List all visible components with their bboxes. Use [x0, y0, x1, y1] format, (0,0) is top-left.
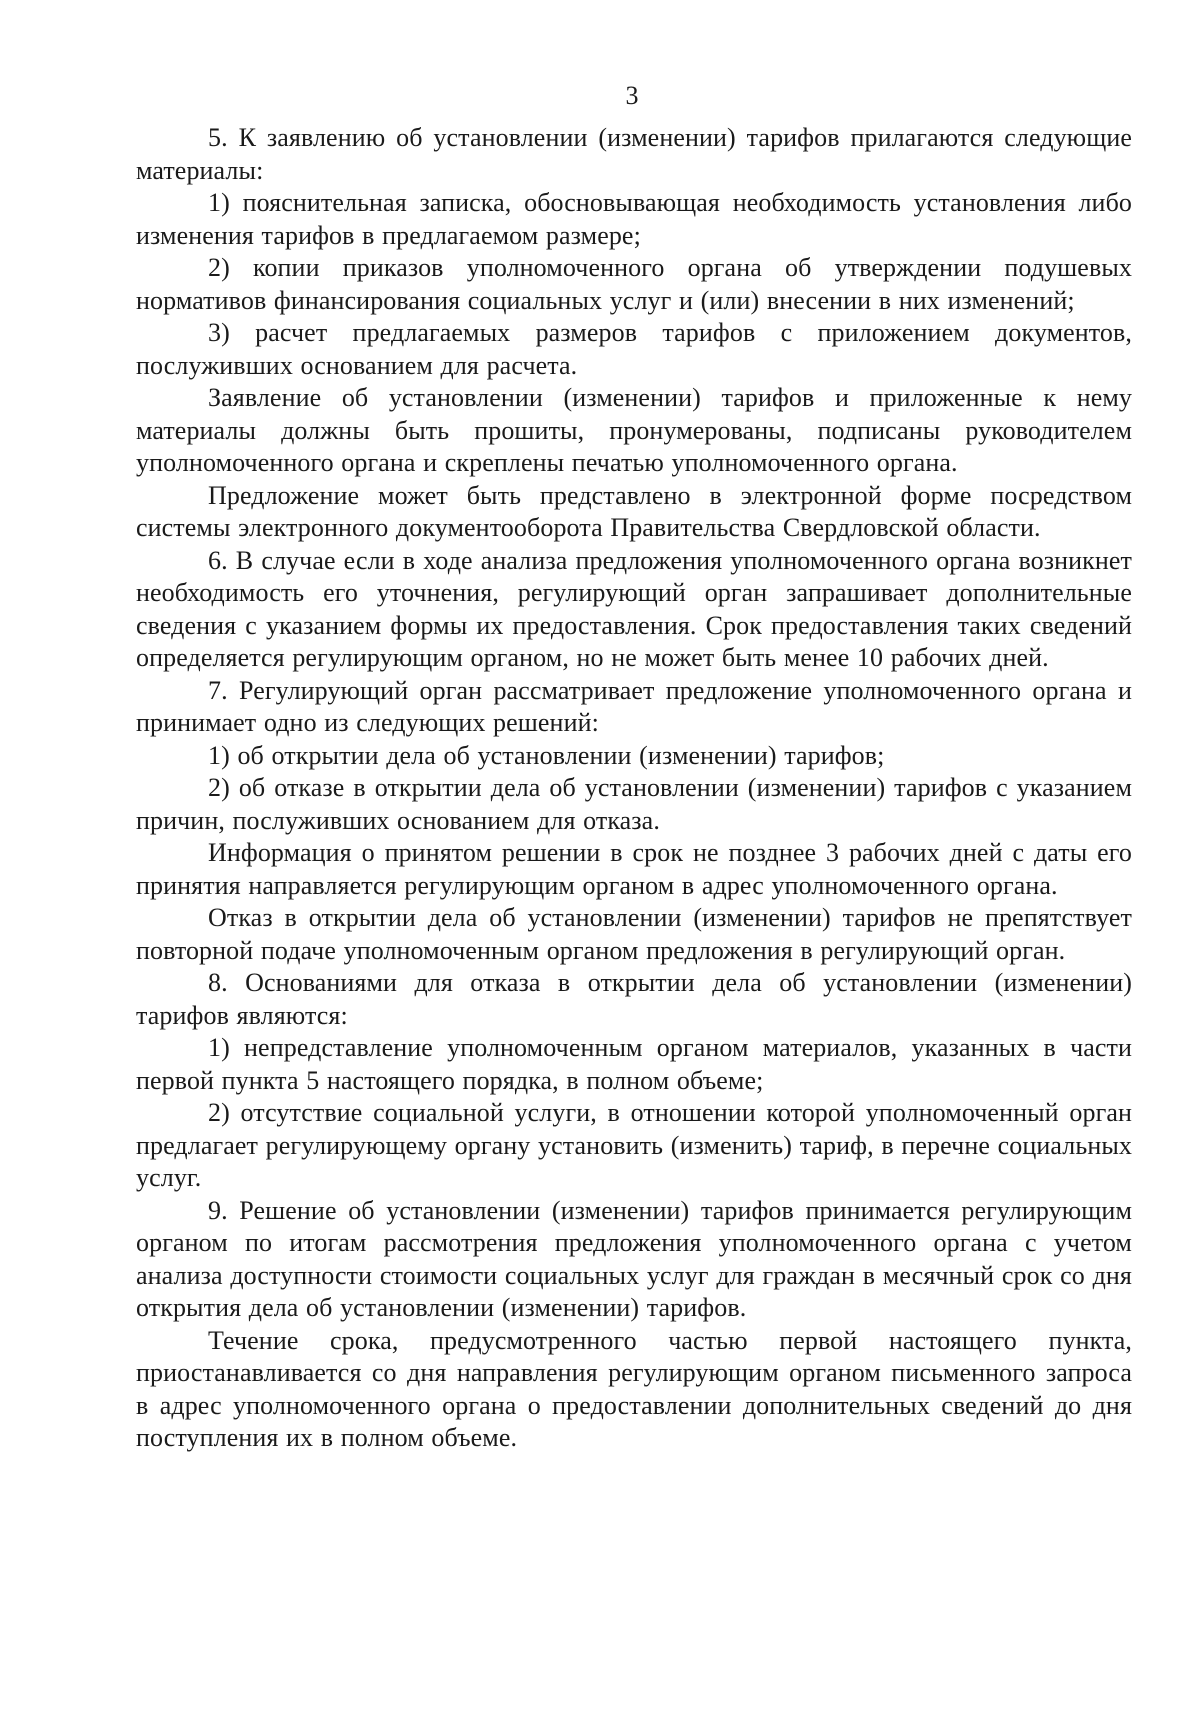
paragraph-item-8-2: 2) отсутствие социальной услуги, в отношении которой уполномоченный орган предлагает регулирующему органу установить (изменить) тариф, в перечне социальных услуг. — [136, 1098, 1132, 1192]
paragraph-application-requirements: Заявление об установлении (изменении) тарифов и приложенные к нему материалы должны быть прошиты, пронумерованы, подписаны руководителем уполномоченного органа и скреплены печатью уполномоченного органа. — [136, 383, 1132, 477]
paragraph-term-suspension: Течение срока, предусмотренного частью первой настоящего пункта, приостанавливается со дня направления регулирующим органом письменного запроса в адрес уполномоченного органа о предоставлении дополнительных сведений до дня поступления их в полном объеме. — [136, 1325, 1132, 1452]
paragraph-item-8-1: 1) непредставление уполномоченным органом материалов, указанных в части первой пункта 5 настоящего порядка, в полном объеме; — [136, 1033, 1132, 1095]
paragraph-item-7-2: 2) об отказе в открытии дела об установлении (изменении) тарифов с указанием причин, послуживших основанием для отказа. — [136, 773, 1132, 835]
paragraph-item-7-1: 1) об открытии дела об установлении (изменении) тарифов; — [208, 740, 885, 770]
paragraph-item-5-2: 2) копии приказов уполномоченного органа об утверждении подушевых нормативов финансирования социальных услуг и (или) внесении в них изменений; — [136, 253, 1132, 315]
document-body — [136, 122, 1132, 1455]
paragraph-item-7: 7. Регулирующий орган рассматривает предложение уполномоченного органа и принимает одно из следующих решений: — [136, 675, 1132, 737]
paragraph-decision-info: Информация о принятом решении в срок не позднее 3 рабочих дней с даты его принятия направляется регулирующим органом в адрес уполномоченного органа. — [136, 838, 1132, 900]
paragraph-item-5-3: 3) расчет предлагаемых размеров тарифов с приложением документов, послуживших основанием для расчета. — [136, 318, 1132, 380]
paragraph-item-9: 9. Решение об установлении (изменении) тарифов принимается регулирующим органом по итогам рассмотрения предложения уполномоченного органа с учетом анализа доступности стоимости социальных услуг для граждан в месячный срок со дня открытия дела об установлении (изменении) тарифов. — [136, 1195, 1132, 1322]
paragraph-item-5: 5. К заявлению об установлении (изменении) тарифов прилагаются следующие материалы: — [136, 123, 1132, 185]
page-number: 3 — [625, 81, 639, 110]
paragraph-refusal: Отказ в открытии дела об установлении (изменении) тарифов не препятствует повторной подаче уполномоченным органом предложения в регулирующий орган. — [136, 903, 1132, 965]
paragraph-item-5-1: 1) пояснительная записка, обосновывающая необходимость установления либо изменения тарифов в предлагаемом размере; — [136, 188, 1132, 250]
paragraph-item-8: 8. Основаниями для отказа в открытии дела об установлении (изменении) тарифов являются: — [136, 968, 1132, 1030]
paragraph-item-6: 6. В случае если в ходе анализа предложения уполномоченного органа возникнет необходимость его уточнения, регулирующий орган запрашивает дополнительные сведения с указанием формы их предоставления. Срок предоставления таких сведений определяется регулирующим органом, но не может быть менее 10 рабочих дней. — [136, 545, 1132, 672]
paragraph-electronic-form: Предложение может быть представлено в электронной форме посредством системы электронного документооборота Правительства Свердловской области. — [136, 480, 1132, 542]
